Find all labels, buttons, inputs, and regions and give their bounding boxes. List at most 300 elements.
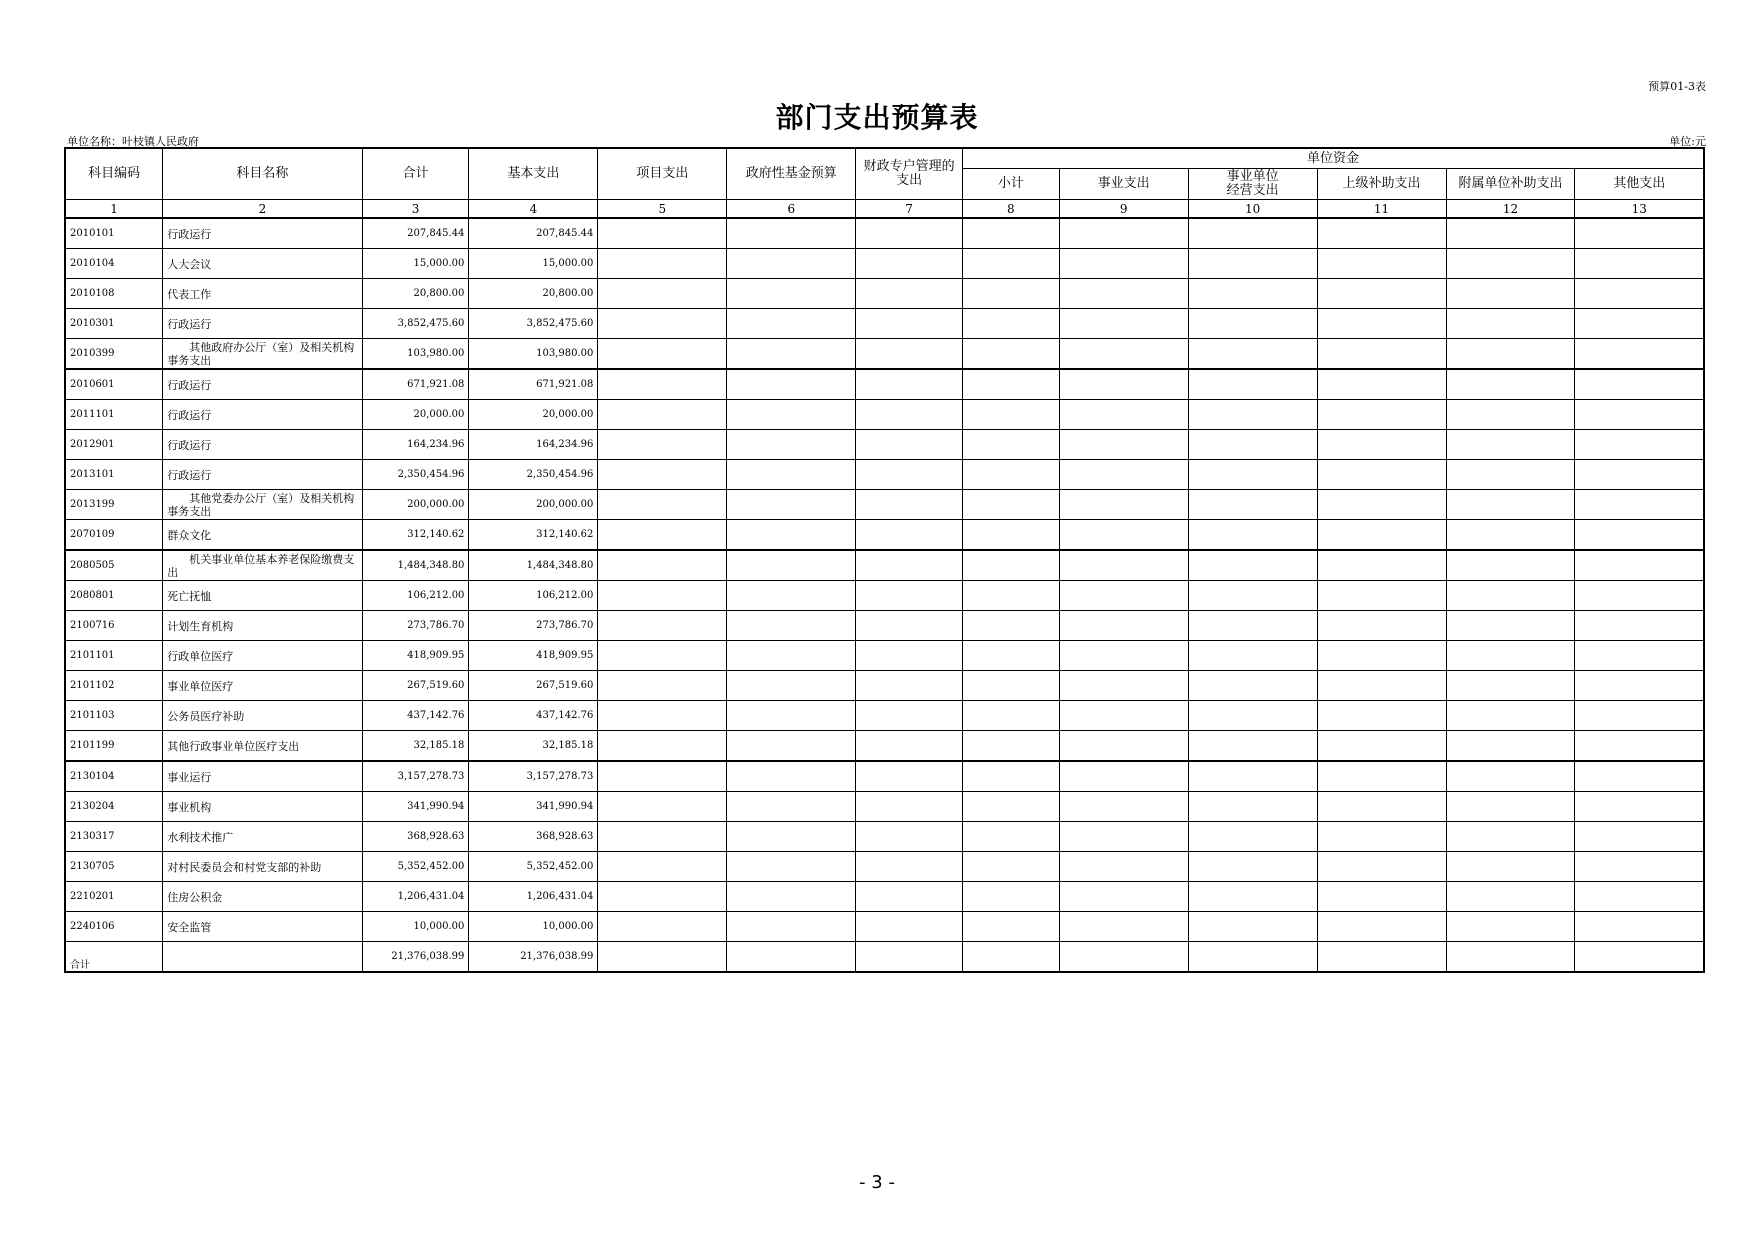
- empty-cell: [1575, 460, 1704, 490]
- empty-cell: [1059, 581, 1188, 611]
- empty-cell: [727, 761, 856, 792]
- empty-cell: [1059, 279, 1188, 309]
- empty-cell: [963, 309, 1060, 339]
- empty-cell: [1317, 369, 1446, 400]
- budget-table: [64, 147, 1705, 973]
- empty-cell: [1317, 520, 1446, 551]
- empty-cell: [598, 882, 727, 912]
- total-amount: 671,921.08: [362, 369, 469, 400]
- empty-cell: [856, 761, 963, 792]
- empty-cell: [598, 369, 727, 400]
- empty-cell: [1317, 339, 1446, 370]
- empty-cell: [1317, 671, 1446, 701]
- empty-cell: [1059, 550, 1188, 581]
- total-label: 合计: [65, 942, 163, 973]
- empty-cell: [1575, 701, 1704, 731]
- subject-code: 2080801: [65, 581, 163, 611]
- empty-cell: [727, 279, 856, 309]
- subject-name: 事业运行: [163, 761, 362, 792]
- empty-cell: [1446, 249, 1575, 279]
- empty-cell: [727, 792, 856, 822]
- empty-cell: [963, 460, 1060, 490]
- empty-cell: [598, 912, 727, 942]
- subject-name: 代表工作: [163, 279, 362, 309]
- empty-cell: [598, 550, 727, 581]
- empty-cell: [1317, 400, 1446, 430]
- empty-cell: [727, 218, 856, 249]
- subject-code: 2101101: [65, 641, 163, 671]
- empty-cell: [1317, 761, 1446, 792]
- subject-code: 2011101: [65, 400, 163, 430]
- empty-cell: [1188, 882, 1317, 912]
- empty-cell: [1188, 430, 1317, 460]
- empty-cell: [1059, 671, 1188, 701]
- empty-cell: [598, 460, 727, 490]
- table-row: [65, 761, 1704, 792]
- empty-cell: [1317, 218, 1446, 249]
- empty-cell: [1575, 400, 1704, 430]
- empty-cell: [963, 731, 1060, 762]
- table-row: [65, 460, 1704, 490]
- empty-cell: [727, 581, 856, 611]
- empty-cell: [1059, 761, 1188, 792]
- table-row: [65, 701, 1704, 731]
- empty-cell: [598, 942, 727, 973]
- subject-name: 行政运行: [163, 400, 362, 430]
- empty-cell: [963, 942, 1060, 973]
- empty-cell: [963, 249, 1060, 279]
- total-amount: 418,909.95: [362, 641, 469, 671]
- column-number: 12: [1446, 200, 1575, 219]
- subject-name: 其他党委办公厅（室）及相关机构事务支出: [163, 490, 362, 520]
- empty-cell: [1059, 309, 1188, 339]
- empty-cell: [1575, 852, 1704, 882]
- subject-code: 2010301: [65, 309, 163, 339]
- empty-cell: [856, 701, 963, 731]
- empty-cell: [963, 761, 1060, 792]
- empty-cell: [1575, 490, 1704, 520]
- empty-cell: [1188, 822, 1317, 852]
- empty-cell: [1059, 792, 1188, 822]
- basic-amount: 20,800.00: [469, 279, 598, 309]
- empty-cell: [1188, 942, 1317, 973]
- empty-cell: [856, 912, 963, 942]
- table-row: [65, 309, 1704, 339]
- table-row: [65, 822, 1704, 852]
- total-amount: 3,852,475.60: [362, 309, 469, 339]
- table-row: [65, 852, 1704, 882]
- table-row: [65, 490, 1704, 520]
- empty-cell: [1317, 852, 1446, 882]
- empty-cell: [1188, 309, 1317, 339]
- subject-code: 2070109: [65, 520, 163, 551]
- empty-cell: [1317, 460, 1446, 490]
- empty-cell: [727, 882, 856, 912]
- empty-cell: [1575, 912, 1704, 942]
- empty-cell: [1317, 611, 1446, 641]
- subject-code: 2130204: [65, 792, 163, 822]
- empty-cell: [1446, 460, 1575, 490]
- header-special-mgmt-line2: 支出: [896, 173, 923, 188]
- subject-name: 行政单位医疗: [163, 641, 362, 671]
- subject-name: 行政运行: [163, 309, 362, 339]
- empty-cell: [1446, 339, 1575, 370]
- empty-cell: [1575, 731, 1704, 762]
- empty-cell: [1059, 611, 1188, 641]
- subject-name: 其他政府办公厅（室）及相关机构事务支出: [163, 339, 362, 370]
- empty-cell: [1059, 942, 1188, 973]
- column-number: 5: [598, 200, 727, 219]
- empty-cell: [856, 309, 963, 339]
- currency-unit: 单位:元: [1669, 135, 1706, 148]
- empty-cell: [1317, 279, 1446, 309]
- header-total: 合计: [362, 148, 469, 200]
- empty-cell: [1317, 822, 1446, 852]
- empty-cell: [1575, 430, 1704, 460]
- empty-cell: [1446, 822, 1575, 852]
- empty-cell: [727, 520, 856, 551]
- empty-cell: [598, 400, 727, 430]
- empty-cell: [1317, 641, 1446, 671]
- form-number: 预算01-3表: [1648, 80, 1706, 93]
- empty-cell: [1575, 611, 1704, 641]
- header-subtotal: 小计: [963, 169, 1060, 200]
- basic-amount: 5,352,452.00: [469, 852, 598, 882]
- total-amount: 106,212.00: [362, 581, 469, 611]
- table-row: [65, 641, 1704, 671]
- subject-code: 2100716: [65, 611, 163, 641]
- empty-cell: [856, 942, 963, 973]
- basic-amount: 32,185.18: [469, 731, 598, 762]
- table-row: [65, 249, 1704, 279]
- empty-cell: [598, 520, 727, 551]
- basic-amount: 103,980.00: [469, 339, 598, 370]
- column-number: 4: [469, 200, 598, 219]
- empty-cell: [963, 641, 1060, 671]
- header-business: 事业支出: [1059, 169, 1188, 200]
- total-amount: 2,350,454.96: [362, 460, 469, 490]
- empty-cell: [1446, 490, 1575, 520]
- table-row: [65, 520, 1704, 551]
- subject-name: 事业单位医疗: [163, 671, 362, 701]
- empty-cell: [963, 279, 1060, 309]
- empty-cell: [963, 882, 1060, 912]
- empty-cell: [1059, 731, 1188, 762]
- total-amount: 32,185.18: [362, 731, 469, 762]
- unit-name: 单位名称：叶枝镇人民政府: [67, 135, 199, 148]
- subject-code: 2010399: [65, 339, 163, 370]
- empty-cell: [1317, 550, 1446, 581]
- empty-cell: [727, 490, 856, 520]
- basic-amount: 164,234.96: [469, 430, 598, 460]
- empty-cell: [1575, 882, 1704, 912]
- empty-cell: [1446, 550, 1575, 581]
- empty-cell: [856, 792, 963, 822]
- subject-code: 2101102: [65, 671, 163, 701]
- table-row: [65, 912, 1704, 942]
- table-row: [65, 339, 1704, 370]
- subject-name: 水利技术推广: [163, 822, 362, 852]
- subject-code: 2130104: [65, 761, 163, 792]
- empty-cell: [727, 400, 856, 430]
- subject-code: 2010108: [65, 279, 163, 309]
- empty-cell: [598, 701, 727, 731]
- empty-cell: [1575, 279, 1704, 309]
- basic-amount: 1,484,348.80: [469, 550, 598, 581]
- empty-cell: [1317, 430, 1446, 460]
- total-amount: 267,519.60: [362, 671, 469, 701]
- empty-cell: [598, 641, 727, 671]
- total-amount: 15,000.00: [362, 249, 469, 279]
- empty-cell: [1188, 460, 1317, 490]
- total-amount: 1,206,431.04: [362, 882, 469, 912]
- empty-cell: [598, 581, 727, 611]
- total-amount: 273,786.70: [362, 611, 469, 641]
- subject-code: 2130705: [65, 852, 163, 882]
- empty-cell: [1317, 490, 1446, 520]
- empty-cell: [727, 550, 856, 581]
- total-row: [65, 942, 1704, 973]
- empty-cell: [1188, 520, 1317, 551]
- total-amount: 341,990.94: [362, 792, 469, 822]
- empty-cell: [598, 852, 727, 882]
- empty-cell: [856, 369, 963, 400]
- empty-cell: [856, 490, 963, 520]
- column-number: 11: [1317, 200, 1446, 219]
- empty-cell: [1059, 852, 1188, 882]
- empty-cell: [1575, 761, 1704, 792]
- subject-name: 公务员医疗补助: [163, 701, 362, 731]
- empty-cell: [963, 430, 1060, 460]
- header-code: 科目编码: [65, 148, 163, 200]
- total-amount: 164,234.96: [362, 430, 469, 460]
- basic-amount: 1,206,431.04: [469, 882, 598, 912]
- table-row: [65, 400, 1704, 430]
- empty-cell: [727, 671, 856, 701]
- empty-cell: [1575, 792, 1704, 822]
- empty-cell: [1317, 792, 1446, 822]
- basic-amount: 267,519.60: [469, 671, 598, 701]
- empty-cell: [598, 430, 727, 460]
- total-amount: 103,980.00: [362, 339, 469, 370]
- column-number: 13: [1575, 200, 1704, 219]
- basic-amount: 2,350,454.96: [469, 460, 598, 490]
- subject-name: 行政运行: [163, 369, 362, 400]
- empty-cell: [1317, 581, 1446, 611]
- empty-cell: [856, 520, 963, 551]
- page-number: - 3 -: [859, 1172, 895, 1193]
- empty-cell: [598, 309, 727, 339]
- empty-cell: [1575, 520, 1704, 551]
- empty-cell: [727, 641, 856, 671]
- subject-name: 行政运行: [163, 430, 362, 460]
- basic-amount: 418,909.95: [469, 641, 598, 671]
- header-name: 科目名称: [163, 148, 362, 200]
- total-amount: 200,000.00: [362, 490, 469, 520]
- empty-cell: [727, 852, 856, 882]
- empty-cell: [1059, 218, 1188, 249]
- empty-cell: [1188, 339, 1317, 370]
- empty-cell: [727, 249, 856, 279]
- empty-cell: [856, 852, 963, 882]
- empty-cell: [1575, 218, 1704, 249]
- empty-cell: [963, 490, 1060, 520]
- empty-cell: [1446, 641, 1575, 671]
- basic-amount: 15,000.00: [469, 249, 598, 279]
- empty-cell: [727, 309, 856, 339]
- table-row: [65, 581, 1704, 611]
- empty-cell: [1188, 581, 1317, 611]
- empty-cell: [1188, 249, 1317, 279]
- column-number: 8: [963, 200, 1060, 219]
- subject-code: 2013101: [65, 460, 163, 490]
- empty-cell: [598, 731, 727, 762]
- empty-cell: [963, 581, 1060, 611]
- subject-code: 2010601: [65, 369, 163, 400]
- table-row: [65, 218, 1704, 249]
- empty-cell: [1059, 520, 1188, 551]
- empty-cell: [727, 942, 856, 973]
- subject-name: 死亡抚恤: [163, 581, 362, 611]
- empty-cell: [963, 218, 1060, 249]
- empty-cell: [963, 339, 1060, 370]
- subject-code: 2010104: [65, 249, 163, 279]
- empty-cell: [1188, 490, 1317, 520]
- header-special-mgmt-line1: 财政专户管理的: [863, 159, 955, 174]
- empty-cell: [1575, 581, 1704, 611]
- empty-cell: [856, 218, 963, 249]
- empty-cell: [1446, 912, 1575, 942]
- empty-cell: [1059, 701, 1188, 731]
- empty-cell: [856, 671, 963, 701]
- empty-cell: [1317, 882, 1446, 912]
- empty-cell: [598, 792, 727, 822]
- empty-cell: [1188, 218, 1317, 249]
- empty-cell: [963, 701, 1060, 731]
- subject-code: 2013199: [65, 490, 163, 520]
- empty-cell: [598, 611, 727, 641]
- empty-cell: [1188, 731, 1317, 762]
- empty-cell: [1446, 520, 1575, 551]
- header-gov-fund: 政府性基金预算: [727, 148, 856, 200]
- subject-code: 2012901: [65, 430, 163, 460]
- subject-name: 事业机构: [163, 792, 362, 822]
- empty-cell: [1317, 309, 1446, 339]
- empty-cell: [598, 761, 727, 792]
- empty-cell: [963, 792, 1060, 822]
- empty-cell: [1446, 400, 1575, 430]
- empty-cell: [1317, 701, 1446, 731]
- subject-code: 2101103: [65, 701, 163, 731]
- empty-cell: [1317, 249, 1446, 279]
- basic-amount: 200,000.00: [469, 490, 598, 520]
- empty-cell: [963, 550, 1060, 581]
- subject-name: 行政运行: [163, 218, 362, 249]
- total-amount: 312,140.62: [362, 520, 469, 551]
- table-row: [65, 611, 1704, 641]
- column-number: 10: [1188, 200, 1317, 219]
- empty-cell: [1446, 942, 1575, 973]
- empty-cell: [1575, 822, 1704, 852]
- empty-cell: [1446, 218, 1575, 249]
- empty-cell: [1575, 641, 1704, 671]
- subject-code: 2240106: [65, 912, 163, 942]
- table-row: [65, 792, 1704, 822]
- table-row: [65, 279, 1704, 309]
- subject-name: 计划生育机构: [163, 611, 362, 641]
- subject-name: 人大会议: [163, 249, 362, 279]
- basic-amount: 3,157,278.73: [469, 761, 598, 792]
- empty-cell: [1446, 671, 1575, 701]
- subject-name: 住房公积金: [163, 882, 362, 912]
- empty-cell: [727, 701, 856, 731]
- empty-cell: [727, 369, 856, 400]
- header-operating-line2: 经营支出: [1226, 183, 1279, 198]
- empty-cell: [1059, 822, 1188, 852]
- subject-name: 群众文化: [163, 520, 362, 551]
- empty-cell: [1446, 852, 1575, 882]
- page-title: 部门支出预算表: [775, 101, 979, 134]
- empty-cell: [1446, 761, 1575, 792]
- table-row: [65, 671, 1704, 701]
- basic-amount: 3,852,475.60: [469, 309, 598, 339]
- total-amount: 437,142.76: [362, 701, 469, 731]
- empty-cell: [856, 400, 963, 430]
- basic-amount: 437,142.76: [469, 701, 598, 731]
- empty-cell: [1188, 671, 1317, 701]
- table-row: [65, 882, 1704, 912]
- empty-cell: [856, 550, 963, 581]
- subject-code: 2101199: [65, 731, 163, 762]
- empty-cell: [1446, 882, 1575, 912]
- empty-cell: [856, 641, 963, 671]
- empty-cell: [1059, 882, 1188, 912]
- empty-cell: [856, 882, 963, 912]
- grand-total-amount: 21,376,038.99: [362, 942, 469, 973]
- empty-cell: [727, 339, 856, 370]
- empty-cell: [1059, 490, 1188, 520]
- empty-cell: [1188, 400, 1317, 430]
- empty-cell: [1059, 339, 1188, 370]
- empty-cell: [963, 400, 1060, 430]
- empty-cell: [856, 249, 963, 279]
- table-row: [65, 550, 1704, 581]
- column-number: 6: [727, 200, 856, 219]
- subject-name: 安全监管: [163, 912, 362, 942]
- empty-cell: [1059, 430, 1188, 460]
- empty-cell: [1188, 912, 1317, 942]
- empty-cell: [856, 430, 963, 460]
- basic-amount: 312,140.62: [469, 520, 598, 551]
- empty-cell: [1575, 339, 1704, 370]
- total-amount: 10,000.00: [362, 912, 469, 942]
- empty-cell: [1188, 641, 1317, 671]
- empty-cell: [598, 671, 727, 701]
- empty-cell: [963, 822, 1060, 852]
- header-special-mgmt: [856, 148, 963, 200]
- empty-cell: [856, 822, 963, 852]
- empty-cell: [1575, 249, 1704, 279]
- empty-cell: [727, 731, 856, 762]
- basic-amount: 273,786.70: [469, 611, 598, 641]
- total-amount: 20,000.00: [362, 400, 469, 430]
- basic-amount: 207,845.44: [469, 218, 598, 249]
- empty-cell: [1188, 701, 1317, 731]
- empty-cell: [1188, 761, 1317, 792]
- empty-cell: [963, 852, 1060, 882]
- empty-cell: [1317, 912, 1446, 942]
- empty-cell: [1446, 731, 1575, 762]
